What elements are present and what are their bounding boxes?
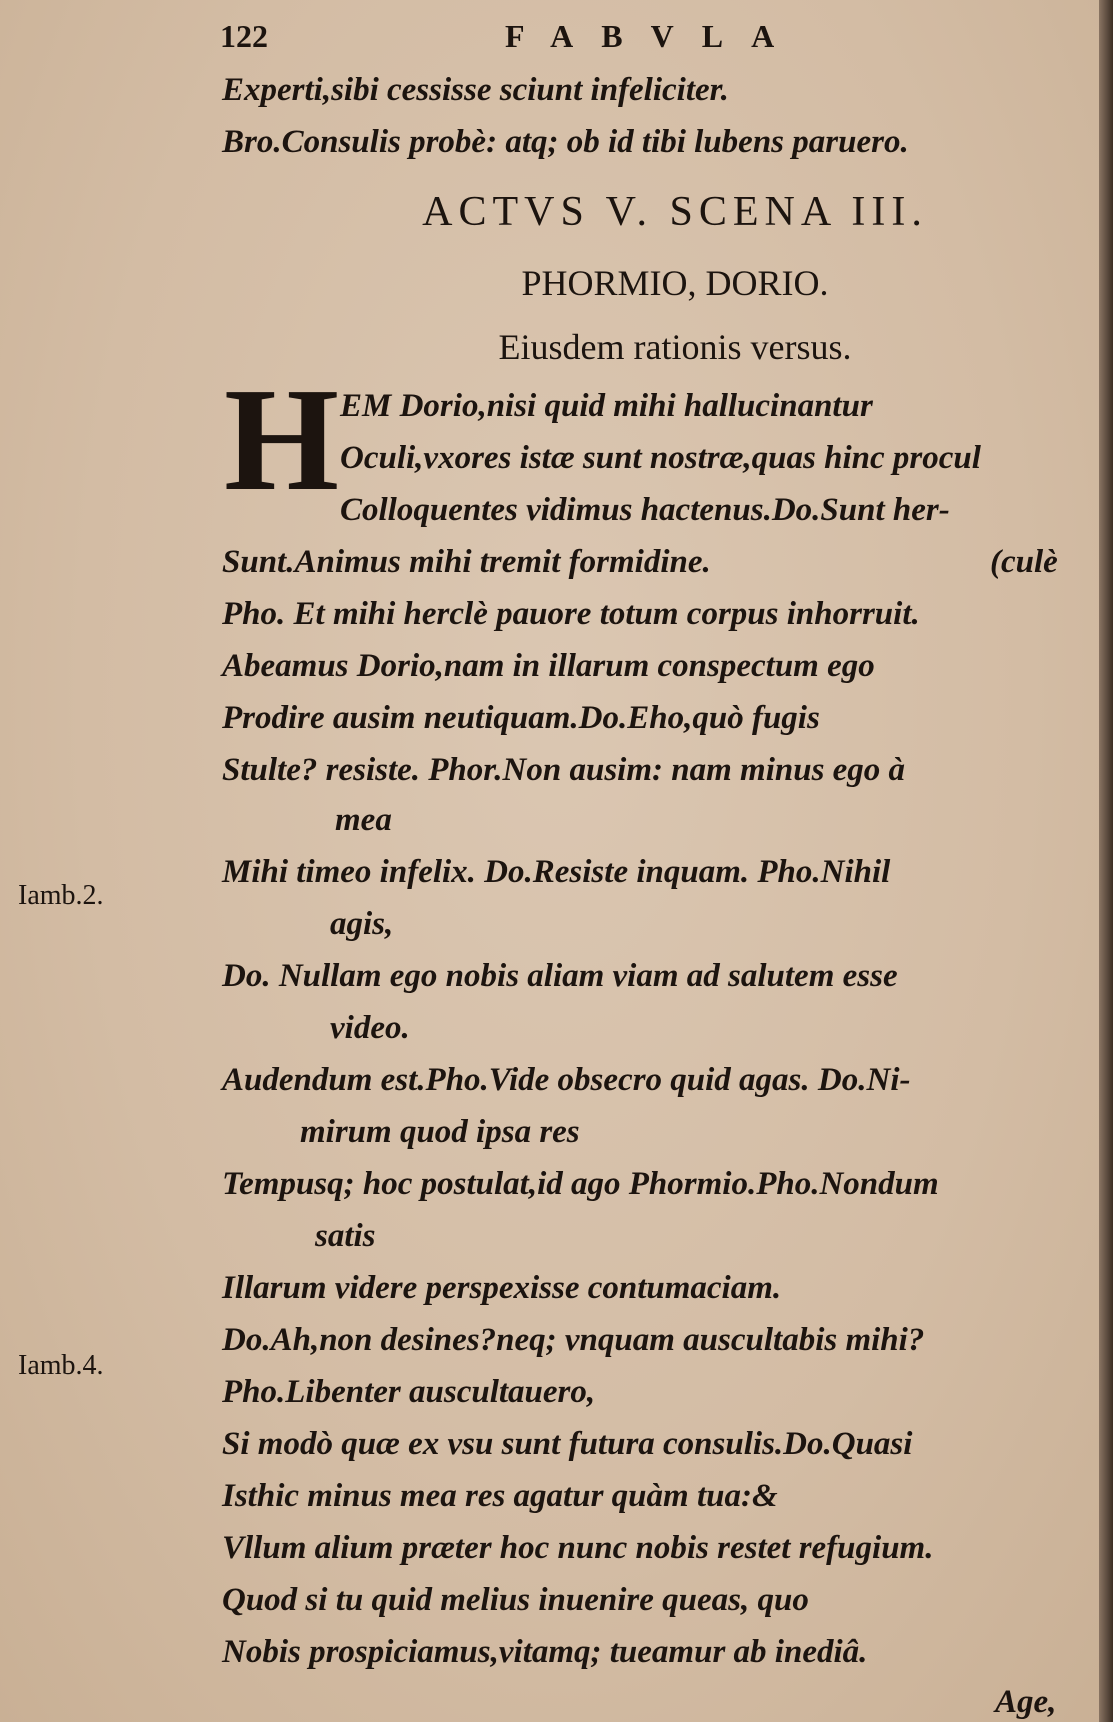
verse-line: Stulte? resiste. Phor.Non ausim: nam minus ego à [222, 752, 906, 788]
verse-line: Prodire ausim neutiquam.Do.Eho,quò fugis [222, 700, 820, 736]
book-gutter [1099, 0, 1113, 1722]
meter-note: Eiusdem rationis versus. [498, 327, 852, 367]
drop-cap: H [224, 358, 340, 522]
verse-line: Nobis prospiciamus,vitamq; tueamur ab inediâ. [222, 1634, 868, 1670]
text-line: Experti,sibi cessisse sciunt infeliciter. [222, 72, 729, 108]
verse-line: Do. Nullam ego nobis aliam viam ad salutem esse [222, 958, 898, 994]
verse-line: Si modò quæ ex vsu sunt futura consulis.Do.Quasi [222, 1426, 913, 1462]
verse-line-turnover: video. [330, 1010, 410, 1046]
margin-note: Iamb.4. [18, 1350, 104, 1381]
verse-line: Isthic minus mea res agatur quàm tua:& [222, 1478, 778, 1514]
verse-line: Audendum est.Pho.Vide obsecro quid agas. Do.Ni- [222, 1062, 911, 1098]
verse-line: Tempusq; hoc postulat,id ago Phormio.Pho.Nondum [222, 1166, 939, 1202]
verse-line: Quod si tu quid melius inuenire queas, quo [222, 1582, 809, 1618]
verse-line-turnover: (culè [990, 544, 1058, 580]
verse-line: Abeamus Dorio,nam in illarum conspectum ego [222, 648, 875, 684]
verse-line: Oculi,vxores istæ sunt nostræ,quas hinc procul [340, 440, 981, 476]
verse-line: Pho. Et mihi herclè pauore totum corpus inhorruit. [222, 596, 920, 632]
verse-line: Vllum alium præter hoc nunc nobis restet refugium. [222, 1530, 934, 1566]
catchword: Age, [995, 1684, 1057, 1720]
verse-line: Do.Ah,non desines?neq; vnquam auscultabis mihi? [222, 1322, 925, 1358]
text-line: Bro.Consulis probè: atq; ob id tibi lubens paruero. [222, 124, 909, 160]
verse-line: Mihi timeo infelix. Do.Resiste inquam. Pho.Nihil [222, 854, 891, 890]
verse-line-turnover: mirum quod ipsa res [300, 1114, 580, 1150]
running-title: FABVLA [505, 18, 803, 54]
persons-heading: PHORMIO, DORIO. [521, 263, 829, 303]
verse-line-turnover: satis [315, 1218, 376, 1254]
verse-line: Sunt.Animus mihi tremit formidine. [222, 544, 711, 580]
verse-line: Colloquentes vidimus hactenus.Do.Sunt her- [340, 492, 950, 528]
verse-line-turnover: agis, [330, 906, 394, 942]
verse-line: Pho.Libenter auscultauero, [222, 1374, 596, 1410]
verse-line: Illarum videre perspexisse contumaciam. [222, 1270, 782, 1306]
page-number: 122 [220, 18, 268, 54]
act-heading: ACTVS V. SCENA III. [422, 189, 928, 235]
verse-line-turnover: mea [335, 802, 392, 838]
verse-line: EM Dorio,nisi quid mihi hallucinantur [340, 388, 873, 424]
margin-note: Iamb.2. [18, 880, 104, 911]
